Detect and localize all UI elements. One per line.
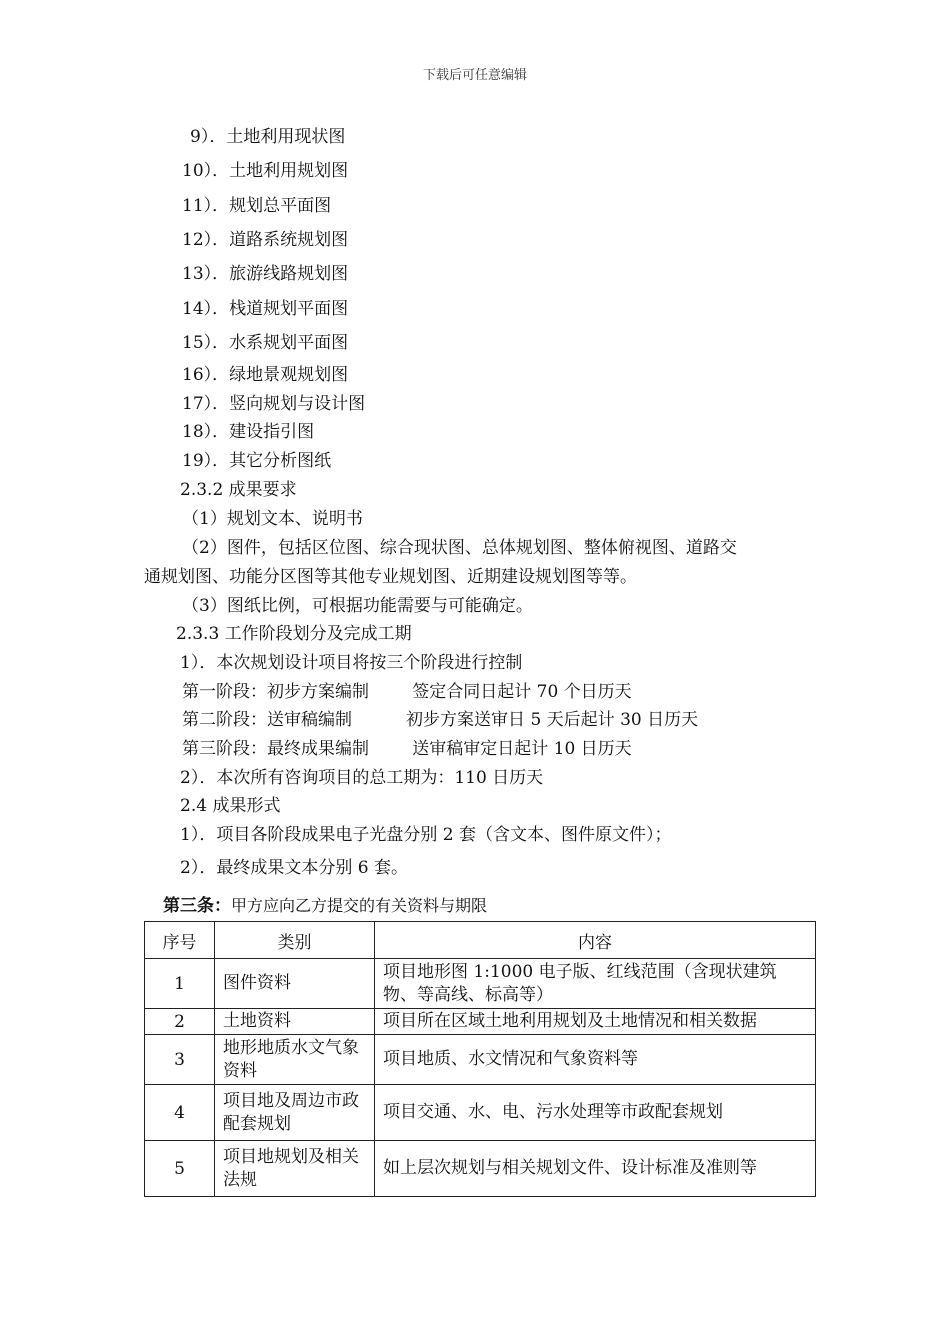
table-cell: 项目交通、水、电、污水处理等市政配套规划 — [375, 1085, 816, 1141]
list-item: 17）．竖向规划与设计图 — [182, 394, 366, 414]
list-item: 13）．旅游线路规划图 — [182, 264, 349, 284]
materials-table — [144, 921, 816, 1197]
table-row — [145, 1085, 816, 1141]
table-cell: 地形地质水文气象资料 — [215, 1035, 375, 1085]
page-header: 下载后可任意编辑 — [422, 68, 527, 83]
paragraph: （1）规划文本、说明书 — [182, 509, 363, 529]
section-heading: 2.3.3 工作阶段划分及完成工期 — [176, 624, 412, 644]
list-item: 11）．规划总平面图 — [182, 196, 332, 216]
table-cell: 4 — [145, 1085, 215, 1141]
paragraph: 2）．最终成果文本分别 6 套。 — [180, 858, 408, 878]
list-item: 19）．其它分析图纸 — [182, 451, 332, 471]
table-row — [145, 1035, 816, 1085]
table-cell: 项目地及周边市政配套规划 — [215, 1085, 375, 1141]
column-header: 序号 — [145, 922, 215, 959]
list-item: 18）．建设指引图 — [182, 422, 315, 442]
column-header: 内容 — [375, 922, 816, 959]
paragraph: （3）图纸比例，可根据功能需要与可能确定。 — [182, 596, 533, 616]
table-cell: 土地资料 — [215, 1009, 375, 1035]
table-cell: 项目地规划及相关法规 — [215, 1141, 375, 1197]
table-row — [145, 959, 816, 1009]
paragraph: （2）图件，包括区位图、综合现状图、总体规划图、整体俯视图、道路交 — [182, 538, 737, 558]
table-cell: 如上层次规划与相关规划文件、设计标准及准则等 — [375, 1141, 816, 1197]
table-row — [145, 1009, 816, 1035]
phase-row: 第三阶段：最终成果编制 送审稿审定日起计 10 日历天 — [182, 739, 632, 759]
table-cell: 3 — [145, 1035, 215, 1085]
paragraph: 2）．本次所有咨询项目的总工期为：110 日历天 — [180, 768, 544, 788]
phase-row: 第二阶段：送审稿编制 初步方案送审日 5 天后起计 30 日历天 — [182, 710, 699, 730]
table-cell: 1 — [145, 959, 215, 1009]
list-item: 10）．土地利用规划图 — [182, 161, 349, 181]
table-cell: 5 — [145, 1141, 215, 1197]
table-cell: 2 — [145, 1009, 215, 1035]
table-cell: 图件资料 — [215, 959, 375, 1009]
table-cell: 项目地质、水文情况和气象资料等 — [375, 1035, 816, 1085]
table-cell: 项目地形图 1:1000 电子版、红线范围（含现状建筑物、等高线、标高等） — [375, 959, 816, 1009]
list-item: 9）．土地利用现状图 — [190, 127, 346, 147]
list-item: 14）．栈道规划平面图 — [182, 299, 349, 319]
paragraph: 通规划图、功能分区图等其他专业规划图、近期建设规划图等等。 — [144, 567, 637, 587]
column-header: 类别 — [215, 922, 375, 959]
table-cell: 项目所在区域土地利用规划及土地情况和相关数据 — [375, 1009, 816, 1035]
table-row — [145, 1141, 816, 1197]
paragraph: 1）．本次规划设计项目将按三个阶段进行控制 — [180, 653, 523, 673]
phase-row: 第一阶段：初步方案编制 签定合同日起计 70 个日历天 — [182, 682, 632, 702]
paragraph: 1）．项目各阶段成果电子光盘分别 2 套（含文本、图件原文件）； — [180, 825, 672, 845]
section-heading: 2.3.2 成果要求 — [180, 480, 297, 500]
section-heading: 2.4 成果形式 — [180, 796, 281, 816]
article-title — [163, 891, 487, 916]
list-item: 16）．绿地景观规划图 — [182, 365, 349, 385]
article-label: 第三条： — [163, 896, 231, 916]
table-header-row — [145, 922, 816, 959]
list-item: 12）．道路系统规划图 — [182, 230, 349, 250]
list-item: 15）．水系规划平面图 — [182, 333, 349, 353]
article-text: 甲方应向乙方提交的有关资料与期限 — [231, 896, 488, 915]
